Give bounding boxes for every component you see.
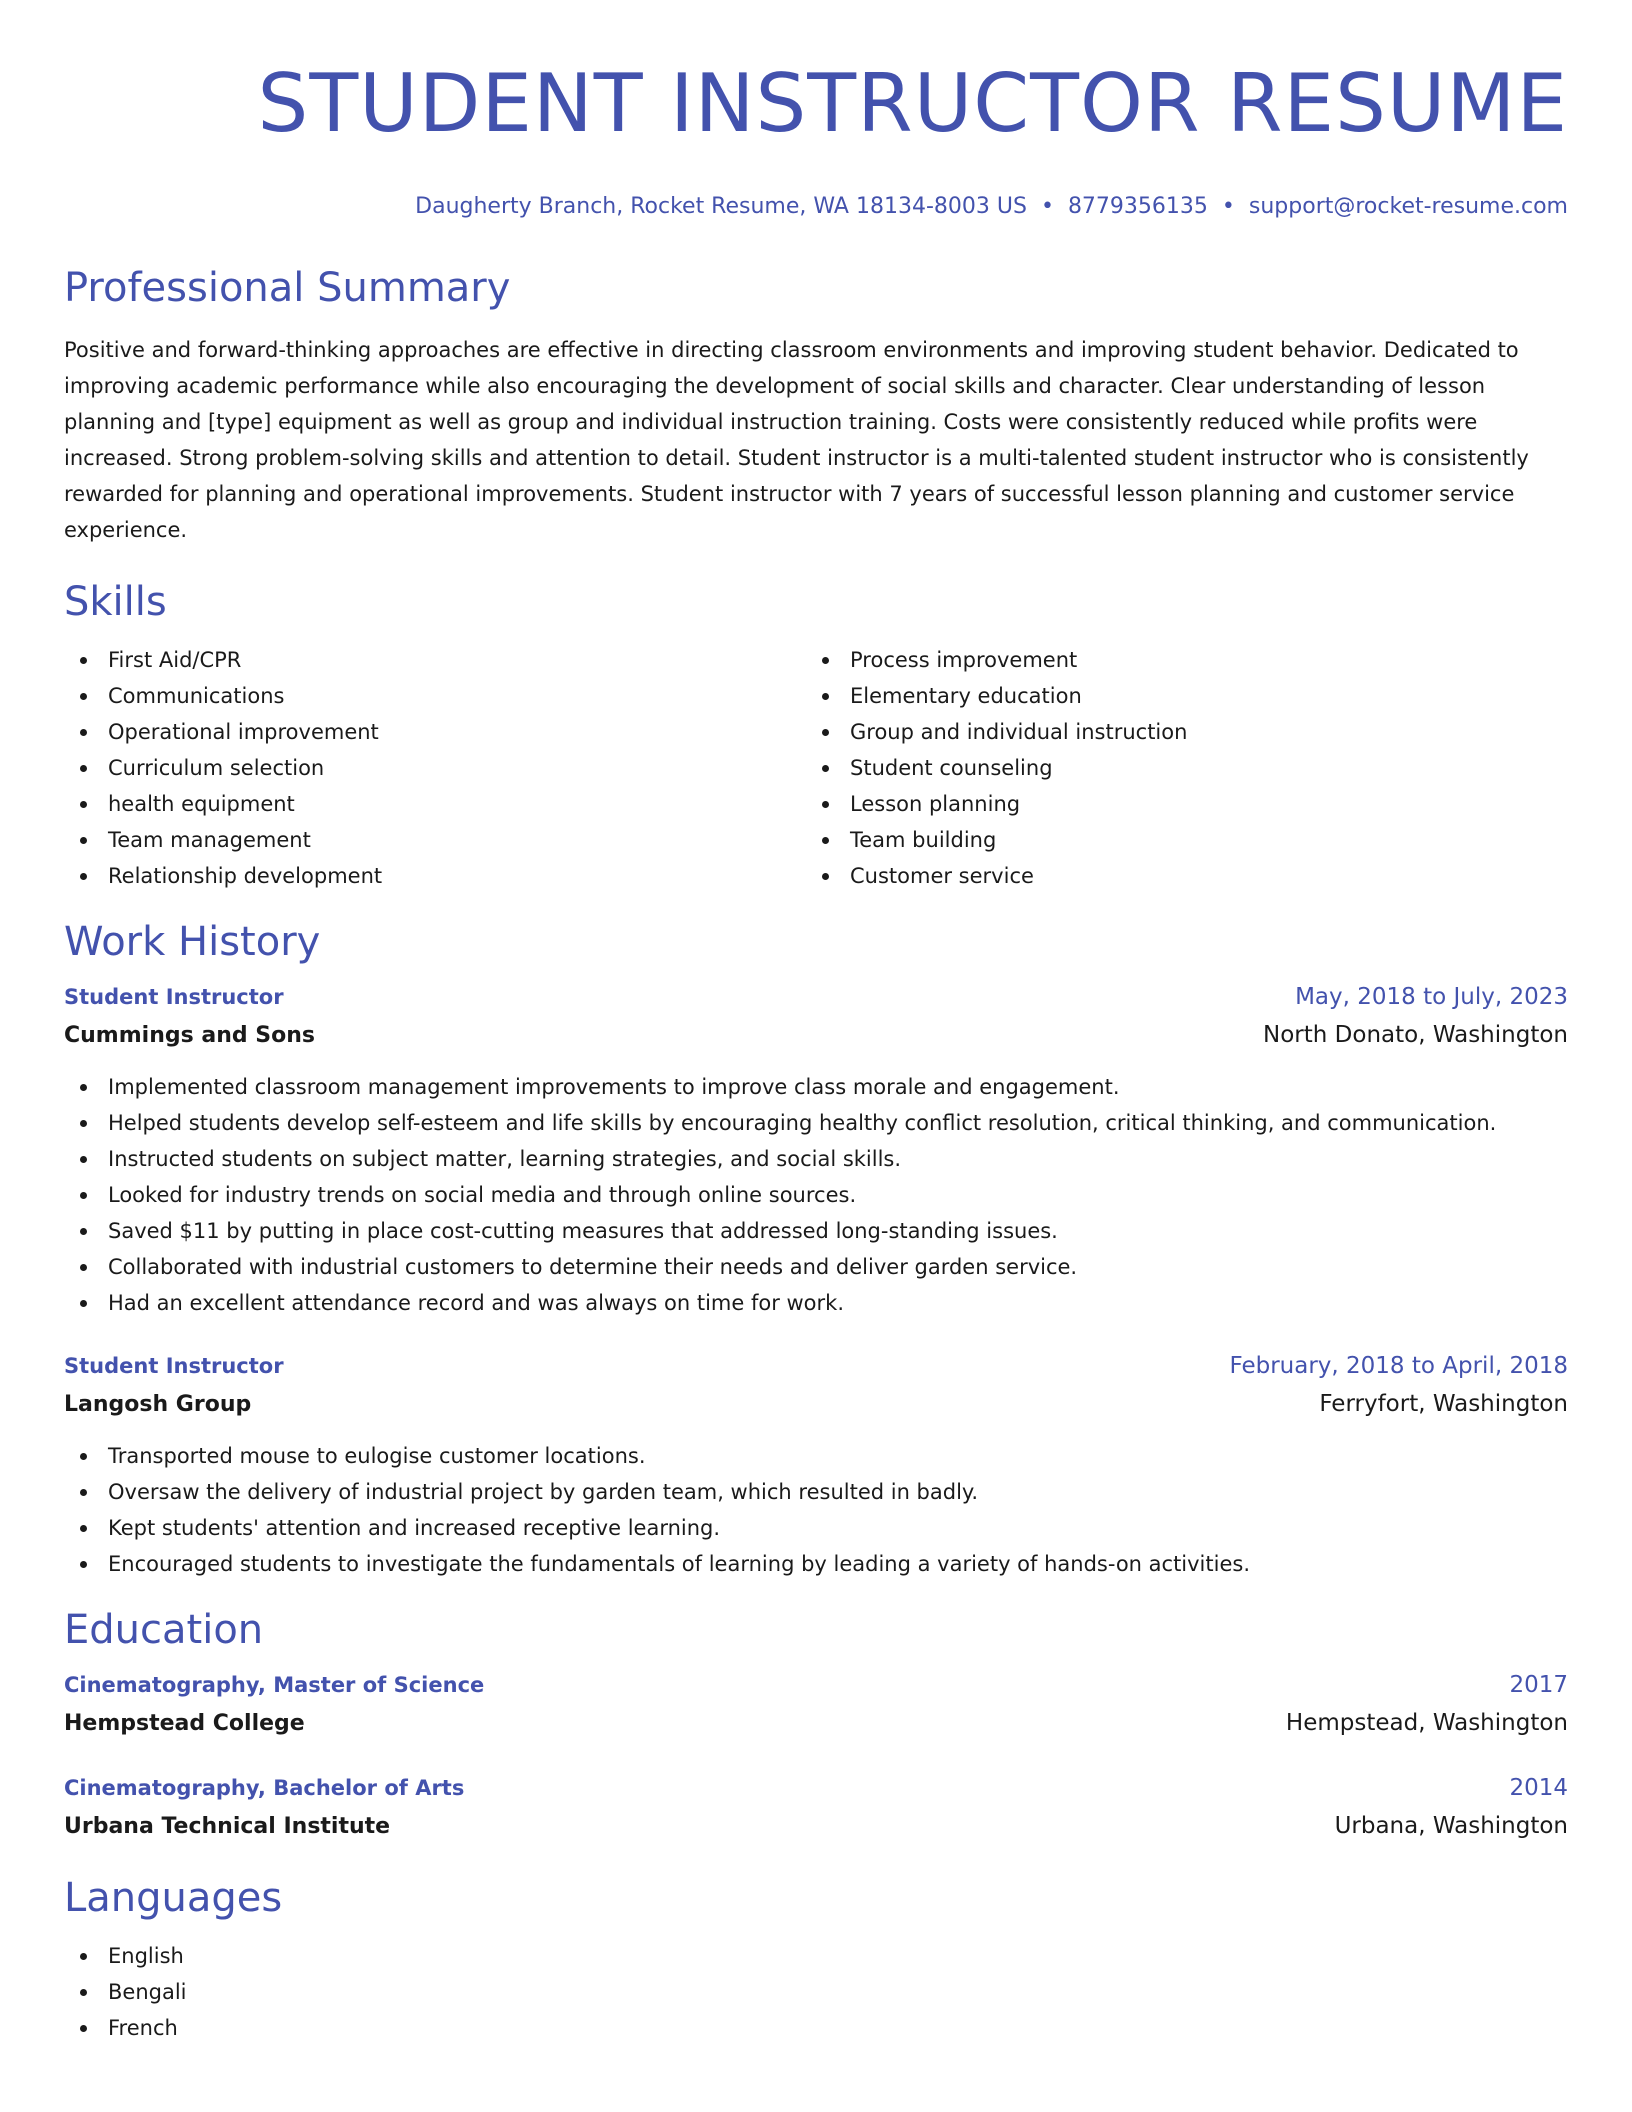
language-item: English — [64, 1938, 1568, 1974]
job-bullet: Encouraged students to investigate the fundamentals of learning by leading a variety of hands-on activities. — [64, 1546, 1568, 1582]
job-bullet: Implemented classroom management improvements to improve class morale and engagement. — [64, 1069, 1568, 1105]
degree-year: 2014 — [1509, 1775, 1568, 1801]
job-bullet: Oversaw the delivery of industrial project by garden team, which resulted in badly. — [64, 1474, 1568, 1510]
resume-title: STUDENT INSTRUCTOR RESUME — [257, 57, 1568, 150]
skills-list-right — [806, 642, 1548, 894]
resume-page — [64, 0, 1568, 2046]
degree-name: Cinematography, Master of Science — [64, 1673, 485, 1697]
school-location: Hempstead, Washington — [1285, 1710, 1568, 1736]
job-company-row — [64, 1385, 1568, 1424]
job-dates: February, 2018 to April, 2018 — [1229, 1353, 1568, 1379]
skill-item: Curriculum selection — [64, 750, 806, 786]
degree-row — [64, 1769, 1568, 1807]
job-bullet: Looked for industry trends on social media and through online sources. — [64, 1177, 1568, 1213]
education-section — [64, 1604, 1568, 1846]
skills-list-left — [64, 642, 806, 894]
school-name: Hempstead College — [64, 1711, 305, 1736]
contact-separator: • — [1221, 194, 1235, 219]
language-item: Bengali — [64, 1974, 1568, 2010]
education-heading: Education — [64, 1607, 264, 1653]
contact-email: support@rocket-resume.com — [1248, 194, 1568, 219]
skill-item: Elementary education — [806, 678, 1548, 714]
contact-address: Daugherty Branch, Rocket Resume, WA 18134-8003 US — [415, 194, 1027, 219]
languages-heading: Languages — [64, 1875, 283, 1921]
contact-phone: 8779356135 — [1067, 194, 1208, 219]
job-bullets — [64, 1438, 1568, 1582]
skill-item: Student counseling — [806, 750, 1548, 786]
job-title: Student Instructor — [64, 1354, 284, 1378]
job-title: Student Instructor — [64, 985, 284, 1009]
languages-list — [64, 1938, 1568, 2046]
languages-section — [64, 1872, 1568, 2046]
school-row — [64, 1807, 1568, 1846]
school-name: Urbana Technical Institute — [64, 1814, 391, 1839]
job-company: Cummings and Sons — [64, 1023, 315, 1048]
job-company-row — [64, 1016, 1568, 1055]
contact-line — [64, 192, 1568, 222]
job-bullet: Saved $11 by putting in place cost-cutting measures that addressed long-standing issues. — [64, 1213, 1568, 1249]
skill-item: health equipment — [64, 786, 806, 822]
school-row — [64, 1704, 1568, 1743]
skill-item: Process improvement — [806, 642, 1548, 678]
skill-item: Lesson planning — [806, 786, 1548, 822]
job-bullet: Kept students' attention and increased receptive learning. — [64, 1510, 1568, 1546]
skill-item: Customer service — [806, 858, 1548, 894]
skill-item: Group and individual instruction — [806, 714, 1548, 750]
summary-text: Positive and forward-thinking approaches are effective in directing classroom environments and improving student behavior. Dedicated to improving academic performance while also encouraging the development of social skills and character. Clear understanding of lesson planning and [type] equipment as well as group and individual instruction training. Costs were consistently reduced while profits were increased. Strong problem-solving skills and attention to detail. Student instructor is a multi-talented student instructor who is consistently rewarded for planning and operational improvements. Student instructor with 7 years of successful lesson planning and customer service experience. — [64, 338, 1529, 542]
summary-section — [64, 262, 1568, 548]
education-entry — [64, 1769, 1568, 1846]
skills-heading: Skills — [64, 579, 167, 625]
job-location: Ferryfort, Washington — [1319, 1391, 1568, 1417]
school-location: Urbana, Washington — [1334, 1813, 1568, 1839]
job-bullet: Had an excellent attendance record and was always on time for work. — [64, 1285, 1568, 1321]
skill-item: Team management — [64, 822, 806, 858]
skill-item: Relationship development — [64, 858, 806, 894]
summary-heading: Professional Summary — [64, 265, 511, 311]
skill-item: First Aid/CPR — [64, 642, 806, 678]
contact-separator: • — [1040, 194, 1054, 219]
education-entry — [64, 1666, 1568, 1743]
job-bullet: Collaborated with industrial customers to determine their needs and deliver garden service. — [64, 1249, 1568, 1285]
job-bullet: Helped students develop self-esteem and life skills by encouraging healthy conflict resolution, critical thinking, and communication. — [64, 1105, 1568, 1141]
skills-columns — [64, 642, 1568, 894]
work-history-section — [64, 916, 1568, 1582]
job-bullet: Transported mouse to eulogise customer locations. — [64, 1438, 1568, 1474]
degree-name: Cinematography, Bachelor of Arts — [64, 1776, 465, 1800]
job-bullets — [64, 1069, 1568, 1321]
job-entry — [64, 1347, 1568, 1582]
skills-section — [64, 576, 1568, 894]
skill-item: Team building — [806, 822, 1548, 858]
job-bullet: Instructed students on subject matter, learning strategies, and social skills. — [64, 1141, 1568, 1177]
job-title-row — [64, 1347, 1568, 1385]
degree-year: 2017 — [1509, 1672, 1568, 1698]
job-dates: May, 2018 to July, 2023 — [1295, 984, 1568, 1010]
skill-item: Communications — [64, 678, 806, 714]
job-company: Langosh Group — [64, 1392, 252, 1417]
job-title-row — [64, 978, 1568, 1016]
work-history-heading: Work History — [64, 919, 321, 965]
degree-row — [64, 1666, 1568, 1704]
job-entry — [64, 978, 1568, 1321]
job-location: North Donato, Washington — [1263, 1022, 1568, 1048]
skill-item: Operational improvement — [64, 714, 806, 750]
language-item: French — [64, 2010, 1568, 2046]
